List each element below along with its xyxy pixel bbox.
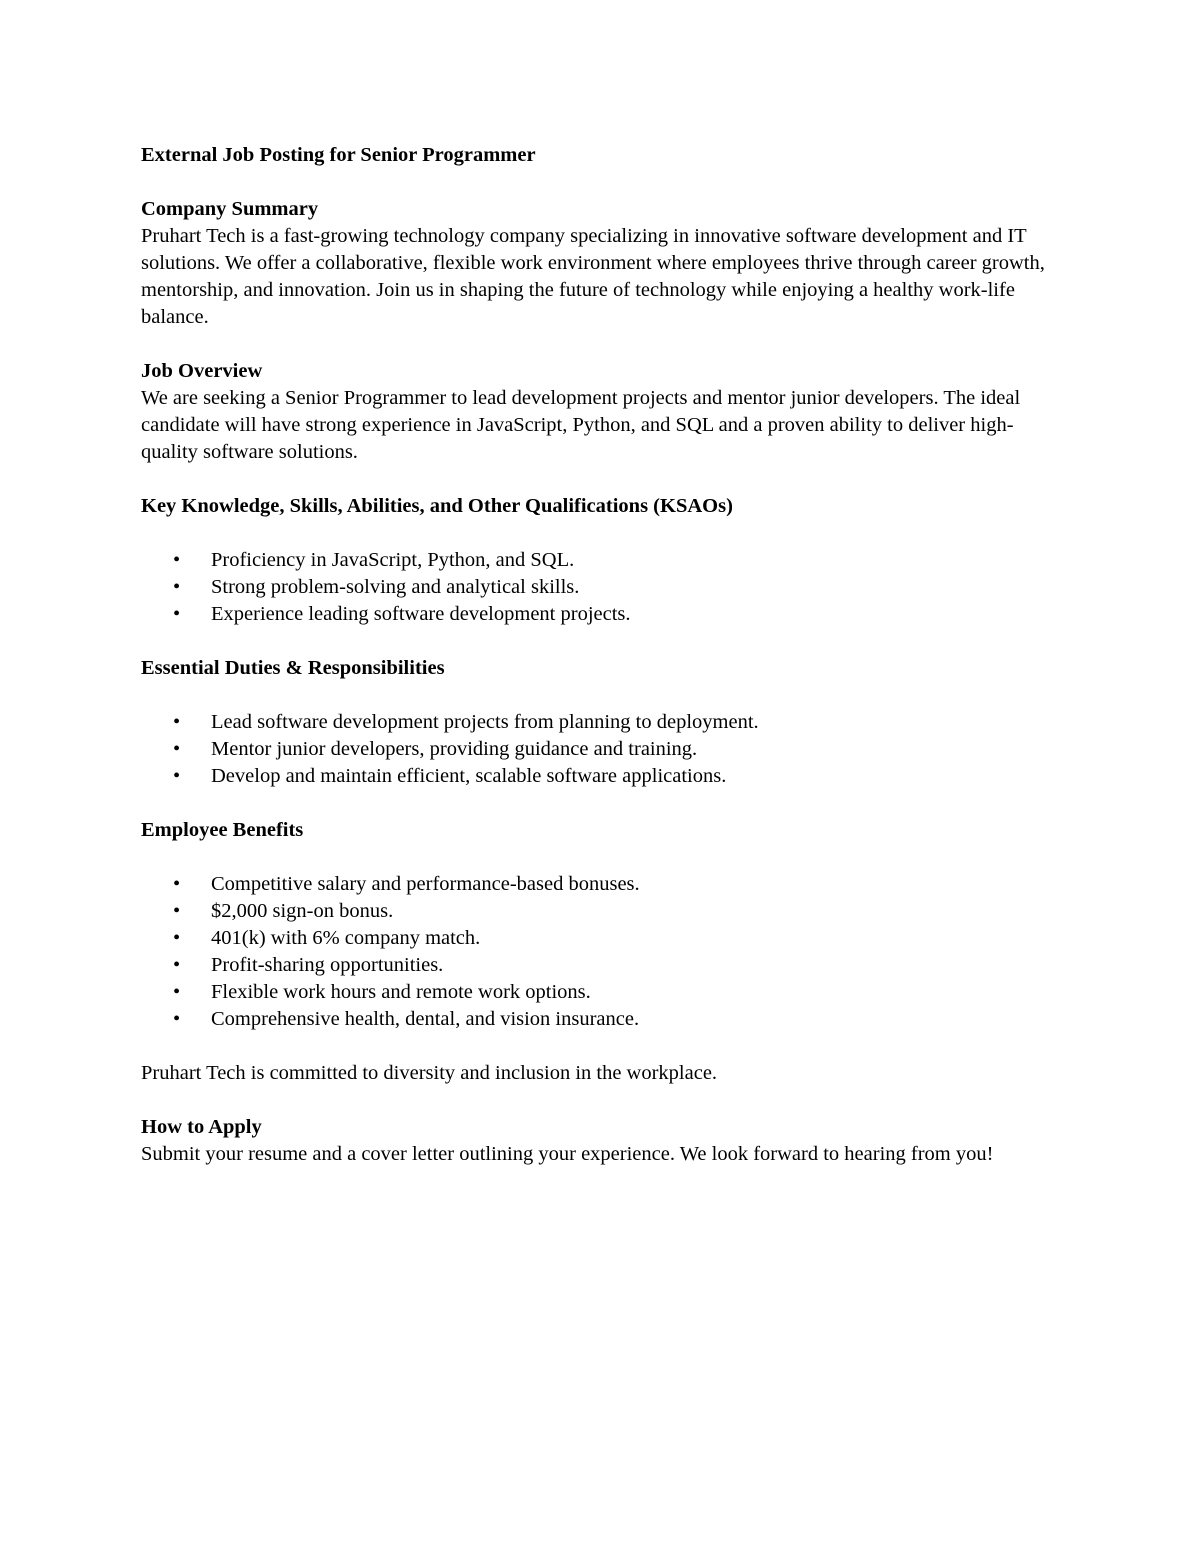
duties-heading: Essential Duties & Responsibilities [141, 657, 445, 679]
how-to-apply-section [141, 1114, 1060, 1168]
list-item-text: Experience leading software development projects. [211, 603, 631, 625]
bullet-icon: • [173, 738, 181, 760]
list-item [141, 763, 1060, 790]
bullet-icon: • [173, 900, 181, 922]
ksaos-heading: Key Knowledge, Skills, Abilities, and Other Qualifications (KSAOs) [141, 495, 733, 517]
bullet-icon: • [173, 981, 181, 1003]
bullet-icon: • [173, 873, 181, 895]
list-item-text: Comprehensive health, dental, and vision insurance. [211, 1008, 640, 1030]
list-item [141, 574, 1060, 601]
list-item-text: Strong problem-solving and analytical skills. [211, 576, 580, 598]
bullet-icon: • [173, 576, 181, 598]
bullet-icon: • [173, 765, 181, 787]
bullet-icon: • [173, 927, 181, 949]
job-overview-body: We are seeking a Senior Programmer to lead development projects and mentor junior developers. The ideal candidate will have strong experience in JavaScript, Python, and SQL and a proven ability to deliver high-quality software solutions. [141, 387, 1021, 463]
list-item [141, 547, 1060, 574]
company-summary-heading: Company Summary [141, 198, 319, 220]
benefits-heading: Employee Benefits [141, 819, 304, 841]
duties-list [141, 709, 1060, 790]
job-overview-heading: Job Overview [141, 360, 263, 382]
list-item [141, 925, 1060, 952]
list-item-text: Flexible work hours and remote work options. [211, 981, 591, 1003]
list-item-text: Lead software development projects from planning to deployment. [211, 711, 759, 733]
company-summary-body: Pruhart Tech is a fast-growing technology company specializing in innovative software development and IT solutions. We offer a collaborative, flexible work environment where employees thrive through career growth, mentorship, and innovation. Join us in shaping the future of technology while enjoying a healthy work-life balance. [141, 225, 1045, 328]
list-item-text: Develop and maintain efficient, scalable software applications. [211, 765, 727, 787]
ksaos-list [141, 547, 1060, 628]
bullet-icon: • [173, 603, 181, 625]
company-summary-section [141, 196, 1060, 331]
diversity-statement: Pruhart Tech is committed to diversity and inclusion in the workplace. [141, 1062, 718, 1084]
list-item-text: Mentor junior developers, providing guidance and training. [211, 738, 698, 760]
list-item [141, 601, 1060, 628]
list-item-text: $2,000 sign-on bonus. [211, 900, 394, 922]
list-item [141, 736, 1060, 763]
list-item [141, 898, 1060, 925]
bullet-icon: • [173, 711, 181, 733]
bullet-icon: • [173, 1008, 181, 1030]
list-item-text: 401(k) with 6% company match. [211, 927, 481, 949]
benefits-list [141, 871, 1060, 1033]
job-overview-section [141, 358, 1060, 466]
list-item [141, 871, 1060, 898]
bullet-icon: • [173, 954, 181, 976]
list-item [141, 1006, 1060, 1033]
list-item [141, 952, 1060, 979]
document-title: External Job Posting for Senior Programmer [141, 144, 536, 166]
list-item-text: Profit-sharing opportunities. [211, 954, 444, 976]
how-to-apply-heading: How to Apply [141, 1116, 262, 1138]
list-item-text: Competitive salary and performance-based bonuses. [211, 873, 640, 895]
list-item-text: Proficiency in JavaScript, Python, and SQL. [211, 549, 575, 571]
bullet-icon: • [173, 549, 181, 571]
list-item [141, 979, 1060, 1006]
list-item [141, 709, 1060, 736]
how-to-apply-body: Submit your resume and a cover letter outlining your experience. We look forward to hearing from you! [141, 1143, 994, 1165]
